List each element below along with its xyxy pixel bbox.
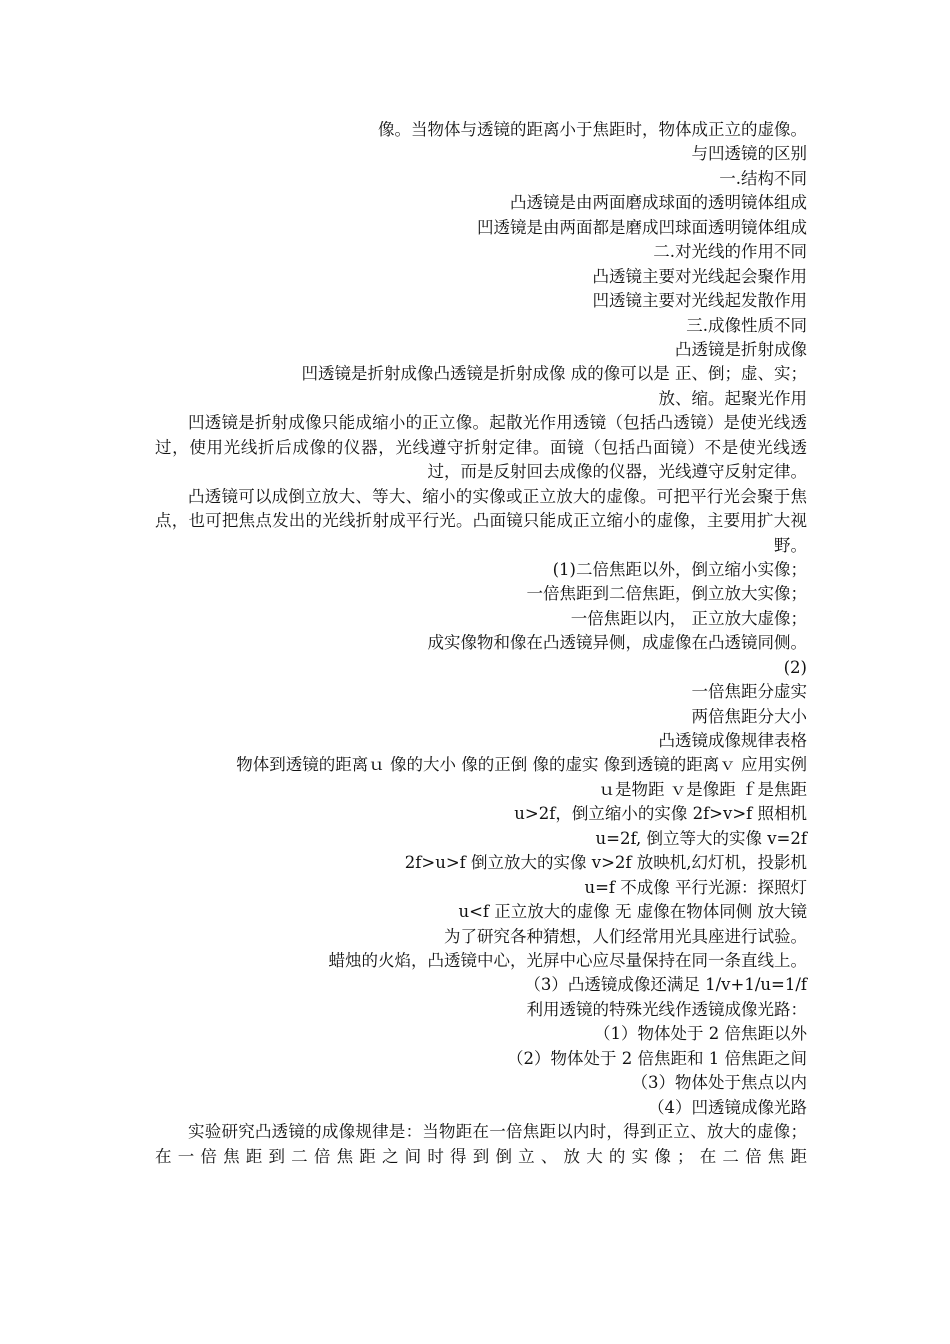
- section-heading: 一.结构不同: [719, 168, 807, 188]
- text-line: 凹透镜是由两面都是磨成凹球面透明镜体组成: [477, 217, 807, 237]
- text-line: 一倍焦距以内， 正立放大虚像；: [570, 608, 807, 628]
- section-heading: 三.成像性质不同: [686, 315, 807, 335]
- text-line: (2): [783, 657, 807, 677]
- table-row: u=f 不成像 平行光源：探照灯: [584, 877, 807, 897]
- text-line: 两倍焦距分大小: [691, 706, 807, 726]
- paragraph: 凸透镜可以成倒立放大、等大、缩小的实像或正立放大的虚像。可把平行光会聚于焦点，也可把焦点发出的光线折射成平行光。凸面镜只能成正立缩小的虚像，主要用扩大视野。: [155, 486, 807, 555]
- text-line: (1)二倍焦距以外，倒立缩小实像；: [552, 559, 807, 579]
- table-row: u=2f, 倒立等大的实像 v=2f: [595, 828, 807, 848]
- text-line: 像。当物体与透镜的距离小于焦距时，物体成正立的虚像。: [378, 120, 807, 139]
- text-line: （4）凹透镜成像光路: [648, 1097, 807, 1117]
- text-line: （3）凸透镜成像还满足 1/v+1/u=1/f: [524, 975, 807, 995]
- table-row: u<f 正立放大的虚像 无 虚像在物体同侧 放大镜: [458, 902, 807, 922]
- document-body: [155, 118, 807, 1169]
- text-line: （2）物体处于 2 倍焦距和 1 倍焦距之间: [507, 1048, 807, 1068]
- text-line: （1）物体处于 2 倍焦距以外: [594, 1024, 807, 1044]
- paragraph: 凹透镜是折射成像只能成缩小的正立像。起散光作用透镜（包括凸透镜）是使光线透过，使用光线折后成像的仪器，光线遵守折射定律。面镜（包括凸面镜）不是使光线透过，而是反射回去成像的仪器，光线遵守反射定律。: [155, 413, 807, 482]
- text-line: 凹透镜主要对光线起发散作用: [592, 291, 807, 311]
- text-line: 凹透镜是折射成像凸透镜是折射成像 成的像可以是 正、倒；虚、实；: [301, 364, 807, 384]
- text-line: 凸透镜是由两面磨成球面的透明镜体组成: [510, 193, 807, 213]
- text-line: 利用透镜的特殊光线作透镜成像光路：: [526, 999, 807, 1019]
- text-line: 凸透镜是折射成像: [675, 339, 807, 359]
- section-heading: 二.对光线的作用不同: [653, 242, 807, 262]
- table-row: u>2f，倒立缩小的实像 2f>v>f 照相机: [514, 804, 807, 824]
- text-line: 为了研究各种猜想，人们经常用光具座进行试验。: [444, 926, 807, 946]
- text-line: 放、缩。起聚光作用: [658, 388, 807, 408]
- section-heading: 与凹透镜的区别: [691, 144, 807, 164]
- table-title: 凸透镜成像规律表格: [658, 731, 807, 751]
- paragraph: 实验研究凸透镜的成像规律是：当物距在一倍焦距以内时，得到正立、放大的虚像；在一倍焦距到二倍焦距之间时得到倒立、放大的实像；在二倍焦距: [155, 1122, 807, 1166]
- text-line: 一倍焦距到二倍焦距，倒立放大实像；: [526, 584, 807, 604]
- text-line: （3）物体处于焦点以内: [631, 1073, 807, 1093]
- text-line: 蜡烛的火焰，凸透镜中心，光屏中心应尽量保持在同一条直线上。: [328, 950, 807, 970]
- text-line: 凸透镜主要对光线起会聚作用: [592, 266, 807, 286]
- table-header: 物体到透镜的距离ｕ 像的大小 像的正倒 像的虚实 像到透镜的距离ｖ 应用实例: [236, 755, 807, 775]
- text-line: 一倍焦距分虚实: [691, 682, 807, 702]
- text-line: 成实像物和像在凸透镜异侧，成虚像在凸透镜同侧。: [427, 633, 807, 653]
- table-row: ｕ是物距 ｖ是像距 ｆ是焦距: [598, 779, 807, 799]
- table-row: 2f>u>f 倒立放大的实像 v>2f 放映机,幻灯机，投影机: [404, 853, 807, 873]
